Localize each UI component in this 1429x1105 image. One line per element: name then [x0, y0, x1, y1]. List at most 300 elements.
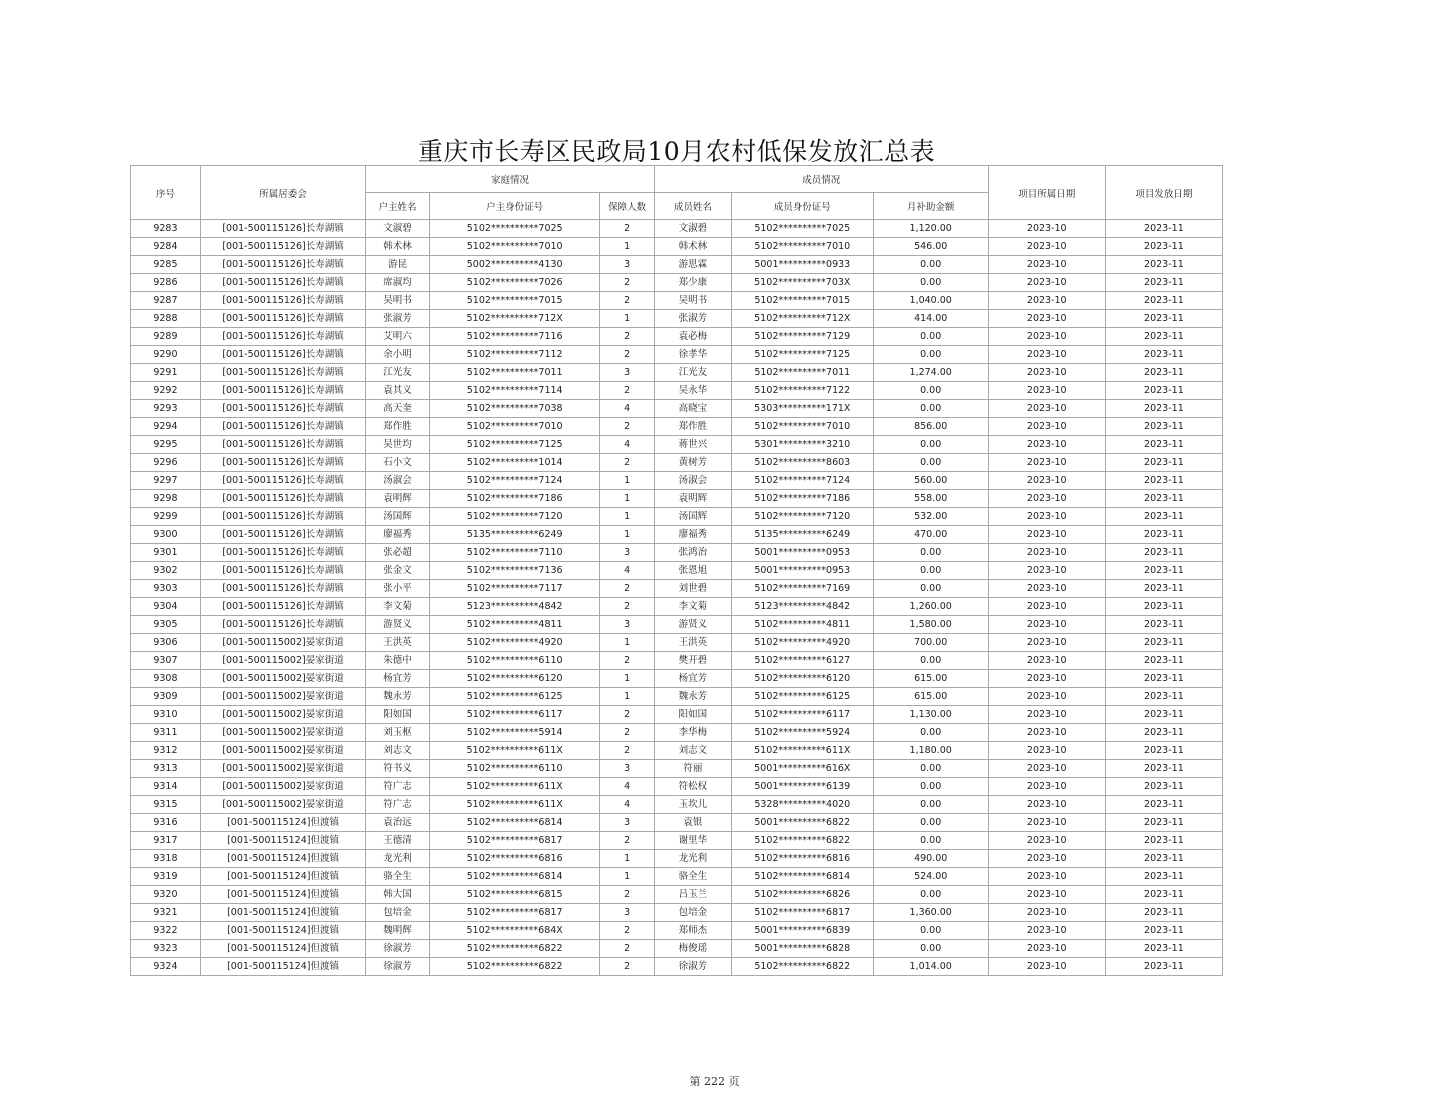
cell-seq: 9311 [131, 724, 201, 742]
cell-head-id: 5102**********7112 [429, 346, 600, 364]
cell-member-name: 郑少康 [654, 274, 731, 292]
cell-monthly-subsidy: 615.00 [873, 688, 988, 706]
cell-head-id: 5102**********7110 [429, 544, 600, 562]
cell-member-id: 5102**********7120 [731, 508, 873, 526]
cell-issue-month: 2023-11 [1105, 778, 1222, 796]
cell-issue-month: 2023-11 [1105, 418, 1222, 436]
cell-head-id: 5102**********6814 [429, 814, 600, 832]
table-row [131, 616, 1223, 634]
cell-committee: [001-500115126]长寿湖镇 [200, 436, 365, 454]
cell-insured-count: 2 [600, 724, 654, 742]
cell-seq: 9287 [131, 292, 201, 310]
cell-project-month: 2023-10 [988, 310, 1105, 328]
cell-monthly-subsidy: 1,014.00 [873, 958, 988, 976]
cell-insured-count: 3 [600, 256, 654, 274]
cell-committee: [001-500115126]长寿湖镇 [200, 220, 365, 238]
cell-issue-month: 2023-11 [1105, 490, 1222, 508]
cell-head-name: 阳如国 [366, 706, 430, 724]
table-row [131, 328, 1223, 346]
cell-committee: [001-500115126]长寿湖镇 [200, 382, 365, 400]
cell-issue-month: 2023-11 [1105, 742, 1222, 760]
cell-head-name: 符书义 [366, 760, 430, 778]
table-row [131, 418, 1223, 436]
cell-insured-count: 2 [600, 832, 654, 850]
table-header [131, 166, 1223, 220]
cell-project-month: 2023-10 [988, 472, 1105, 490]
cell-member-name: 刘志文 [654, 742, 731, 760]
cell-project-month: 2023-10 [988, 760, 1105, 778]
cell-committee: [001-500115126]长寿湖镇 [200, 526, 365, 544]
cell-head-id: 5102**********6814 [429, 868, 600, 886]
cell-insured-count: 1 [600, 526, 654, 544]
cell-monthly-subsidy: 1,260.00 [873, 598, 988, 616]
cell-seq: 9283 [131, 220, 201, 238]
table-row [131, 472, 1223, 490]
cell-project-month: 2023-10 [988, 850, 1105, 868]
table-row [131, 958, 1223, 976]
cell-monthly-subsidy: 0.00 [873, 256, 988, 274]
cell-head-id: 5102**********4920 [429, 634, 600, 652]
cell-member-id: 5102**********6826 [731, 886, 873, 904]
cell-project-month: 2023-10 [988, 796, 1105, 814]
cell-seq: 9304 [131, 598, 201, 616]
cell-issue-month: 2023-11 [1105, 256, 1222, 274]
cell-seq: 9319 [131, 868, 201, 886]
cell-committee: [001-500115124]但渡镇 [200, 958, 365, 976]
cell-head-id: 5102**********6117 [429, 706, 600, 724]
table-row [131, 850, 1223, 868]
cell-seq: 9289 [131, 328, 201, 346]
cell-seq: 9301 [131, 544, 201, 562]
cell-monthly-subsidy: 470.00 [873, 526, 988, 544]
cell-issue-month: 2023-11 [1105, 868, 1222, 886]
cell-insured-count: 2 [600, 292, 654, 310]
cell-project-month: 2023-10 [988, 886, 1105, 904]
cell-issue-month: 2023-11 [1105, 238, 1222, 256]
cell-committee: [001-500115002]晏家街道 [200, 760, 365, 778]
cell-project-month: 2023-10 [988, 364, 1105, 382]
cell-monthly-subsidy: 0.00 [873, 382, 988, 400]
cell-insured-count: 4 [600, 562, 654, 580]
cell-monthly-subsidy: 546.00 [873, 238, 988, 256]
cell-head-id: 5102**********6110 [429, 760, 600, 778]
table-row [131, 634, 1223, 652]
cell-member-name: 高晓宝 [654, 400, 731, 418]
cell-insured-count: 2 [600, 598, 654, 616]
cell-issue-month: 2023-11 [1105, 364, 1222, 382]
cell-project-month: 2023-10 [988, 454, 1105, 472]
cell-insured-count: 2 [600, 922, 654, 940]
cell-insured-count: 1 [600, 634, 654, 652]
cell-issue-month: 2023-11 [1105, 850, 1222, 868]
cell-insured-count: 1 [600, 310, 654, 328]
cell-head-id: 5102**********6816 [429, 850, 600, 868]
cell-head-id: 5102**********6817 [429, 904, 600, 922]
cell-head-id: 5102**********1014 [429, 454, 600, 472]
cell-insured-count: 2 [600, 274, 654, 292]
cell-insured-count: 2 [600, 958, 654, 976]
cell-committee: [001-500115126]长寿湖镇 [200, 274, 365, 292]
cell-member-id: 5102**********5924 [731, 724, 873, 742]
cell-insured-count: 2 [600, 652, 654, 670]
cell-member-name: 游贤义 [654, 616, 731, 634]
cell-monthly-subsidy: 0.00 [873, 544, 988, 562]
cell-monthly-subsidy: 532.00 [873, 508, 988, 526]
cell-committee: [001-500115126]长寿湖镇 [200, 598, 365, 616]
table-row [131, 760, 1223, 778]
cell-insured-count: 2 [600, 418, 654, 436]
cell-member-id: 5123**********4842 [731, 598, 873, 616]
cell-head-id: 5102**********6120 [429, 670, 600, 688]
cell-insured-count: 1 [600, 508, 654, 526]
cell-member-id: 5102**********7125 [731, 346, 873, 364]
cell-project-month: 2023-10 [988, 778, 1105, 796]
cell-seq: 9284 [131, 238, 201, 256]
cell-monthly-subsidy: 1,580.00 [873, 616, 988, 634]
cell-committee: [001-500115002]晏家街道 [200, 778, 365, 796]
cell-member-name: 吴永华 [654, 382, 731, 400]
cell-monthly-subsidy: 0.00 [873, 328, 988, 346]
header-seq: 序号 [131, 166, 201, 220]
cell-committee: [001-500115124]但渡镇 [200, 940, 365, 958]
cell-issue-month: 2023-11 [1105, 274, 1222, 292]
cell-monthly-subsidy: 0.00 [873, 724, 988, 742]
cell-head-id: 5102**********7125 [429, 436, 600, 454]
cell-project-month: 2023-10 [988, 562, 1105, 580]
cell-head-name: 袁其义 [366, 382, 430, 400]
cell-issue-month: 2023-11 [1105, 958, 1222, 976]
cell-member-id: 5102**********7169 [731, 580, 873, 598]
subsidy-table [130, 165, 1223, 976]
cell-project-month: 2023-10 [988, 742, 1105, 760]
cell-head-name: 魏永芳 [366, 688, 430, 706]
cell-issue-month: 2023-11 [1105, 940, 1222, 958]
cell-head-name: 袁明辉 [366, 490, 430, 508]
cell-member-name: 徐淑芳 [654, 958, 731, 976]
cell-member-name: 文淑碧 [654, 220, 731, 238]
cell-committee: [001-500115002]晏家街道 [200, 652, 365, 670]
cell-monthly-subsidy: 0.00 [873, 922, 988, 940]
cell-head-name: 徐淑芳 [366, 940, 430, 958]
cell-seq: 9297 [131, 472, 201, 490]
cell-committee: [001-500115124]但渡镇 [200, 850, 365, 868]
table-row [131, 364, 1223, 382]
cell-insured-count: 2 [600, 454, 654, 472]
cell-head-id: 5102**********7010 [429, 238, 600, 256]
cell-committee: [001-500115124]但渡镇 [200, 814, 365, 832]
cell-project-month: 2023-10 [988, 724, 1105, 742]
cell-insured-count: 2 [600, 886, 654, 904]
cell-project-month: 2023-10 [988, 940, 1105, 958]
cell-insured-count: 2 [600, 706, 654, 724]
cell-insured-count: 3 [600, 814, 654, 832]
table-row [131, 922, 1223, 940]
cell-member-id: 5001**********6828 [731, 940, 873, 958]
page-number: 第 222 页 [689, 1075, 740, 1088]
cell-head-id: 5135**********6249 [429, 526, 600, 544]
cell-head-id: 5102**********712X [429, 310, 600, 328]
cell-member-id: 5102**********712X [731, 310, 873, 328]
cell-head-id: 5102**********6817 [429, 832, 600, 850]
cell-member-id: 5001**********0933 [731, 256, 873, 274]
cell-insured-count: 1 [600, 472, 654, 490]
cell-head-name: 廖福秀 [366, 526, 430, 544]
cell-issue-month: 2023-11 [1105, 652, 1222, 670]
cell-issue-month: 2023-11 [1105, 634, 1222, 652]
cell-head-name: 龙光利 [366, 850, 430, 868]
cell-issue-month: 2023-11 [1105, 328, 1222, 346]
cell-member-id: 5102**********7186 [731, 490, 873, 508]
cell-project-month: 2023-10 [988, 400, 1105, 418]
table-row [131, 940, 1223, 958]
cell-monthly-subsidy: 1,040.00 [873, 292, 988, 310]
cell-project-month: 2023-10 [988, 670, 1105, 688]
cell-insured-count: 4 [600, 400, 654, 418]
cell-member-id: 5102**********7025 [731, 220, 873, 238]
header-insured-count: 保障人数 [600, 193, 654, 220]
header-household-group: 家庭情况 [366, 166, 655, 193]
cell-monthly-subsidy: 0.00 [873, 652, 988, 670]
cell-issue-month: 2023-11 [1105, 796, 1222, 814]
cell-member-name: 樊开碧 [654, 652, 731, 670]
cell-seq: 9286 [131, 274, 201, 292]
cell-project-month: 2023-10 [988, 328, 1105, 346]
cell-seq: 9310 [131, 706, 201, 724]
cell-seq: 9299 [131, 508, 201, 526]
table-row [131, 814, 1223, 832]
cell-member-id: 5102**********8603 [731, 454, 873, 472]
cell-project-month: 2023-10 [988, 868, 1105, 886]
cell-project-month: 2023-10 [988, 832, 1105, 850]
cell-member-name: 玉坎儿 [654, 796, 731, 814]
cell-issue-month: 2023-11 [1105, 724, 1222, 742]
cell-seq: 9303 [131, 580, 201, 598]
cell-insured-count: 3 [600, 904, 654, 922]
table-row [131, 742, 1223, 760]
cell-insured-count: 1 [600, 238, 654, 256]
cell-monthly-subsidy: 0.00 [873, 760, 988, 778]
cell-committee: [001-500115124]但渡镇 [200, 832, 365, 850]
cell-seq: 9308 [131, 670, 201, 688]
cell-insured-count: 2 [600, 346, 654, 364]
cell-member-id: 5328**********4020 [731, 796, 873, 814]
cell-seq: 9309 [131, 688, 201, 706]
header-monthly-subsidy: 月补助金额 [873, 193, 988, 220]
cell-monthly-subsidy: 1,274.00 [873, 364, 988, 382]
table-row [131, 220, 1223, 238]
table-row [131, 778, 1223, 796]
header-head-name: 户主姓名 [366, 193, 430, 220]
cell-issue-month: 2023-11 [1105, 670, 1222, 688]
cell-head-id: 5002**********4130 [429, 256, 600, 274]
cell-committee: [001-500115126]长寿湖镇 [200, 562, 365, 580]
cell-head-name: 张淑芳 [366, 310, 430, 328]
cell-project-month: 2023-10 [988, 652, 1105, 670]
cell-member-name: 袁明辉 [654, 490, 731, 508]
cell-head-name: 游昆 [366, 256, 430, 274]
cell-monthly-subsidy: 1,130.00 [873, 706, 988, 724]
cell-member-id: 5102**********7015 [731, 292, 873, 310]
table-row [131, 508, 1223, 526]
cell-monthly-subsidy: 0.00 [873, 346, 988, 364]
table-row [131, 796, 1223, 814]
cell-project-month: 2023-10 [988, 814, 1105, 832]
cell-committee: [001-500115126]长寿湖镇 [200, 508, 365, 526]
cell-head-name: 杨宜芳 [366, 670, 430, 688]
cell-member-id: 5102**********6816 [731, 850, 873, 868]
cell-committee: [001-500115002]晏家街道 [200, 796, 365, 814]
cell-monthly-subsidy: 414.00 [873, 310, 988, 328]
cell-member-name: 韩术林 [654, 238, 731, 256]
cell-project-month: 2023-10 [988, 490, 1105, 508]
cell-insured-count: 1 [600, 688, 654, 706]
table-row [131, 670, 1223, 688]
cell-head-name: 汤淑会 [366, 472, 430, 490]
cell-member-id: 5102**********6120 [731, 670, 873, 688]
cell-seq: 9302 [131, 562, 201, 580]
cell-seq: 9298 [131, 490, 201, 508]
cell-member-name: 吴明书 [654, 292, 731, 310]
cell-committee: [001-500115126]长寿湖镇 [200, 472, 365, 490]
cell-monthly-subsidy: 0.00 [873, 796, 988, 814]
table-row [131, 706, 1223, 724]
cell-head-name: 艾明六 [366, 328, 430, 346]
cell-issue-month: 2023-11 [1105, 832, 1222, 850]
cell-head-name: 高天奎 [366, 400, 430, 418]
cell-head-name: 张必超 [366, 544, 430, 562]
cell-member-name: 魏永芳 [654, 688, 731, 706]
table-row [131, 490, 1223, 508]
cell-committee: [001-500115126]长寿湖镇 [200, 256, 365, 274]
table-row [131, 454, 1223, 472]
cell-head-name: 汤国辉 [366, 508, 430, 526]
cell-project-month: 2023-10 [988, 274, 1105, 292]
table-row [131, 868, 1223, 886]
cell-head-id: 5102**********7010 [429, 418, 600, 436]
cell-member-id: 5001**********0953 [731, 544, 873, 562]
cell-member-id: 5102**********703X [731, 274, 873, 292]
cell-insured-count: 1 [600, 490, 654, 508]
cell-issue-month: 2023-11 [1105, 706, 1222, 724]
cell-project-month: 2023-10 [988, 922, 1105, 940]
cell-seq: 9300 [131, 526, 201, 544]
cell-head-id: 5102**********7124 [429, 472, 600, 490]
cell-head-id: 5102**********7038 [429, 400, 600, 418]
cell-committee: [001-500115126]长寿湖镇 [200, 328, 365, 346]
cell-member-id: 5102**********7129 [731, 328, 873, 346]
cell-head-name: 包培金 [366, 904, 430, 922]
cell-member-name: 阳如国 [654, 706, 731, 724]
cell-project-month: 2023-10 [988, 346, 1105, 364]
cell-head-name: 吴世均 [366, 436, 430, 454]
cell-member-name: 江光友 [654, 364, 731, 382]
cell-member-id: 5102**********4920 [731, 634, 873, 652]
cell-head-id: 5102**********611X [429, 742, 600, 760]
cell-member-name: 郑师杰 [654, 922, 731, 940]
cell-issue-month: 2023-11 [1105, 472, 1222, 490]
cell-member-name: 张鸿治 [654, 544, 731, 562]
cell-seq: 9312 [131, 742, 201, 760]
cell-seq: 9314 [131, 778, 201, 796]
cell-seq: 9317 [131, 832, 201, 850]
cell-head-id: 5102**********7120 [429, 508, 600, 526]
cell-seq: 9307 [131, 652, 201, 670]
cell-head-name: 袁治远 [366, 814, 430, 832]
cell-issue-month: 2023-11 [1105, 688, 1222, 706]
cell-head-name: 符广志 [366, 778, 430, 796]
cell-head-name: 文淑碧 [366, 220, 430, 238]
cell-head-name: 王德清 [366, 832, 430, 850]
cell-member-name: 王洪英 [654, 634, 731, 652]
header-member-id: 成员身份证号 [731, 193, 873, 220]
cell-seq: 9305 [131, 616, 201, 634]
cell-head-name: 余小明 [366, 346, 430, 364]
cell-member-id: 5102**********611X [731, 742, 873, 760]
table-row [131, 274, 1223, 292]
cell-head-id: 5102**********6110 [429, 652, 600, 670]
cell-member-id: 5102**********7122 [731, 382, 873, 400]
cell-head-id: 5102**********7117 [429, 580, 600, 598]
cell-committee: [001-500115002]晏家街道 [200, 670, 365, 688]
header-member-name: 成员姓名 [654, 193, 731, 220]
cell-member-name: 郑作胜 [654, 418, 731, 436]
table-row [131, 382, 1223, 400]
cell-member-name: 黄树芳 [654, 454, 731, 472]
cell-member-name: 汤国辉 [654, 508, 731, 526]
cell-monthly-subsidy: 0.00 [873, 814, 988, 832]
cell-monthly-subsidy: 560.00 [873, 472, 988, 490]
table-row [131, 400, 1223, 418]
cell-monthly-subsidy: 0.00 [873, 562, 988, 580]
cell-member-id: 5001**********616X [731, 760, 873, 778]
cell-head-name: 游贤义 [366, 616, 430, 634]
table-row [131, 688, 1223, 706]
cell-seq: 9294 [131, 418, 201, 436]
cell-monthly-subsidy: 1,120.00 [873, 220, 988, 238]
cell-member-name: 吕玉兰 [654, 886, 731, 904]
cell-head-id: 5102**********6822 [429, 958, 600, 976]
cell-seq: 9315 [131, 796, 201, 814]
cell-issue-month: 2023-11 [1105, 814, 1222, 832]
cell-issue-month: 2023-11 [1105, 544, 1222, 562]
table-row [131, 346, 1223, 364]
cell-head-name: 郑作胜 [366, 418, 430, 436]
cell-project-month: 2023-10 [988, 292, 1105, 310]
cell-member-id: 5303**********171X [731, 400, 873, 418]
cell-head-name: 徐淑芳 [366, 958, 430, 976]
cell-monthly-subsidy: 0.00 [873, 886, 988, 904]
cell-seq: 9320 [131, 886, 201, 904]
cell-monthly-subsidy: 0.00 [873, 832, 988, 850]
cell-member-name: 杨宜芳 [654, 670, 731, 688]
cell-monthly-subsidy: 0.00 [873, 274, 988, 292]
cell-issue-month: 2023-11 [1105, 886, 1222, 904]
cell-member-id: 5102**********6817 [731, 904, 873, 922]
cell-seq: 9293 [131, 400, 201, 418]
cell-project-month: 2023-10 [988, 436, 1105, 454]
cell-project-month: 2023-10 [988, 688, 1105, 706]
cell-project-month: 2023-10 [988, 544, 1105, 562]
cell-head-id: 5102**********6822 [429, 940, 600, 958]
cell-head-name: 席淑均 [366, 274, 430, 292]
cell-head-name: 石小文 [366, 454, 430, 472]
cell-monthly-subsidy: 856.00 [873, 418, 988, 436]
cell-monthly-subsidy: 0.00 [873, 400, 988, 418]
cell-insured-count: 1 [600, 850, 654, 868]
cell-head-id: 5102**********7186 [429, 490, 600, 508]
cell-member-id: 5301**********3210 [731, 436, 873, 454]
cell-insured-count: 2 [600, 328, 654, 346]
